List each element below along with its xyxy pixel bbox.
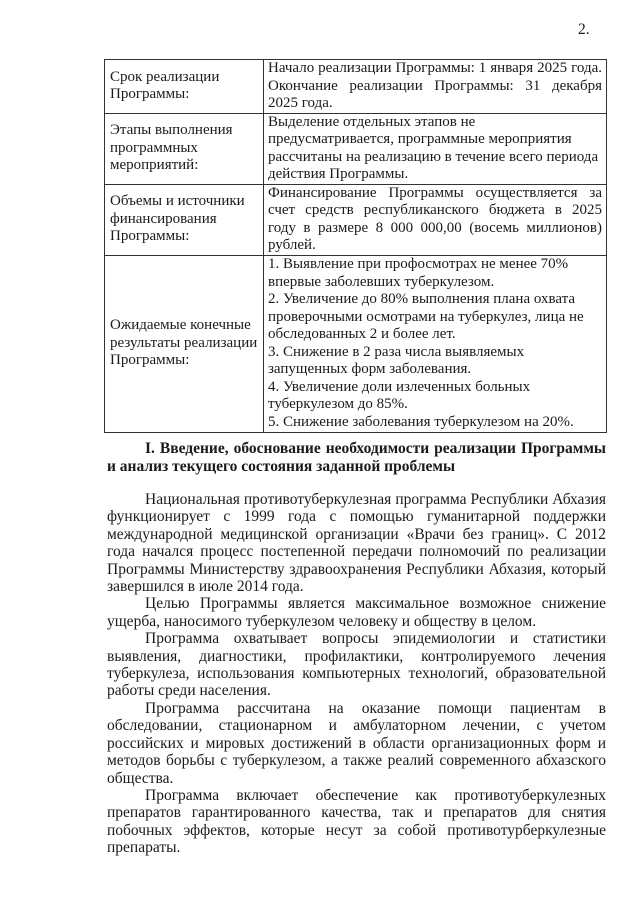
row-label-results: Ожидаемые конечные результаты реализации Программы: xyxy=(105,255,264,432)
program-passport-table xyxy=(104,59,607,433)
table-row xyxy=(105,255,607,432)
row-label-term: Срок реализации Программы: xyxy=(105,60,264,114)
paragraph: Программа рассчитана на оказание помощи пациентам в обследовании, стационарном и амбулаторном лечении, с учетом российских и мировых достижений в области организационных форм и методов борьбы с туберкулезом, а также реалий современного абхазского общества. xyxy=(107,699,606,787)
result-item: 2. Увеличение до 80% выполнения плана охвата проверочными осмотрами на туберкулез, лица не обследованных 2 и более лет. xyxy=(268,291,584,342)
paragraph: Национальная противотуберкулезная программа Республики Абхазия функционирует с 1999 года с помощью гуманитарной поддержки международной медицинской организации «Врачи без границ». С 2012 года начался процесс постепенной передачи полномочий по реализации Программы Министерству здравоохранения Республики Абхазия, который завершился в июле 2014 года. xyxy=(107,491,606,596)
result-item: 1. Выявление при профосмотрах не менее 70% впервые заболевших туберкулезом. xyxy=(268,256,569,290)
row-label-stages: Этапы выполнения программных мероприятий: xyxy=(105,113,264,184)
row-value-stages: Выделение отдельных этапов не предусматривается, программные мероприятия рассчитаны на реализацию в течение всего периода действия Программы. xyxy=(264,113,607,184)
section-heading: I. Введение, обоснование необходимости реализации Программы и анализ текущего состояния заданной проблемы xyxy=(107,440,606,475)
paragraph: Программа включает обеспечение как противотуберкулезных препаратов гарантированного качества, так и препаратов для снятия побочных эффектов, которые несут за собой противотурберкулезные препараты. xyxy=(107,786,606,857)
row-value-results xyxy=(264,255,607,432)
table-row xyxy=(105,60,607,114)
row-value-term: Начало реализации Программы: 1 января 2025 года. Окончание реализации Программы: 31 декабря 2025 года. xyxy=(264,60,607,114)
result-item: 5. Снижение заболевания туберкулезом на 20%. xyxy=(268,413,574,430)
row-label-funding: Объемы и источники финансирования Программы: xyxy=(105,184,264,255)
section-body xyxy=(107,491,606,857)
result-item: 4. Увеличение доли излеченных больных туберкулезом до 85%. xyxy=(268,378,531,412)
table-row xyxy=(105,184,607,255)
paragraph: Целью Программы является максимальное возможное снижение ущерба, наносимого туберкулезом человеку и обществу в целом. xyxy=(107,595,606,630)
paragraph: Программа охватывает вопросы эпидемиологии и статистики выявления, диагностики, профилактики, контролируемого лечения туберкулеза, использования компьютерных технологий, образовательной работы среди населения. xyxy=(107,630,606,700)
page-number: 2. xyxy=(578,21,590,38)
result-item: 3. Снижение в 2 раза числа выявляемых запущенных форм заболевания. xyxy=(268,343,525,377)
row-value-funding: Финансирование Программы осуществляется за счет средств республиканского бюджета в 2025 году в размере 8 000 000,00 (восемь миллионов) рублей. xyxy=(264,184,607,255)
table-row xyxy=(105,113,607,184)
